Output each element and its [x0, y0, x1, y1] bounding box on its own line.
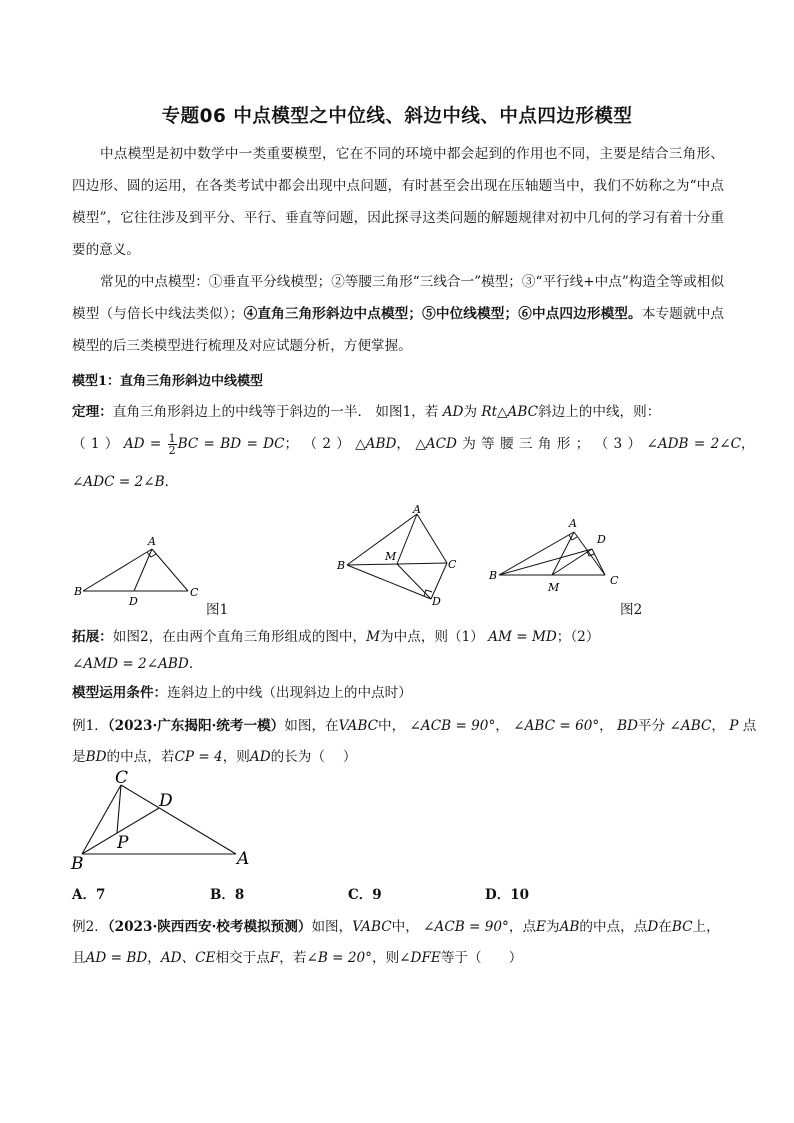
ext-label: 拓展： [72, 629, 113, 645]
page-title: 专题06 中点模型之中位线、斜边中线、中点四边形模型 [161, 106, 633, 127]
example2-source: （2023·陕西西安·校考模拟预测） [107, 919, 312, 935]
c4-line: ∠ADC = 2∠B． [72, 474, 179, 490]
theorem-ad: AD [442, 404, 464, 420]
intro-paragraph-2 [72, 266, 724, 362]
example1-line1: 例1．（2023·广东揭阳·统考一模）如图，在VABC中， ∠ACB = 90°， ∠ABC = 60°， BD平分 ∠ABC， P 点 [72, 718, 757, 734]
cond-text: 连斜边上的中线（出现斜边上的中点时） [167, 685, 412, 701]
theorem-triangle: Rt△ABC [481, 404, 538, 420]
example1-line2: 是BD的中点，若CP = 4，则AD的长为（ ） [72, 749, 357, 765]
extension-line: 拓展：如图2，在由两个直角三角形组成的图中，M为中点，则（1） AM = MD；（2） [72, 629, 600, 645]
fig1-label-a: A [148, 535, 156, 548]
example1-figure [70, 768, 260, 874]
fig2-label-b: B [489, 569, 498, 582]
c2-b: △ACD [415, 436, 457, 452]
example1-source: （2023·广东揭阳·统考一模） [107, 718, 285, 734]
figure-2-caption: 图2 [620, 602, 643, 618]
intro-paragraph-1: 中点模型是初中数学中一类重要模型，它在不同的环境中都会起到的作用也不同，主要是结合三角形、四边形、圆的运用，在各类考试中都会出现中点问题，有时甚至会出现在压轴题当中，我们不妨称之为“中点模型”，它往往涉及到平分、平行、垂直等问题，因此探寻这类问题的解题规律对初中几何的学习有着十分重要的意义。 [72, 146, 724, 258]
c2-a: △ABD [355, 436, 397, 452]
fig2-label-c: C [610, 574, 619, 587]
figure-1-caption: 图1 [206, 602, 229, 618]
theorem-label: 定理： [72, 404, 113, 420]
fig2-label-a: A [569, 517, 577, 530]
example1-option-b[interactable]: B．8 [210, 887, 245, 903]
ex1-label-p: P [117, 833, 129, 853]
c1-label: （ 1 ） [72, 436, 119, 452]
example2-line1: 例2．（2023·陕西西安·校考模拟预测）如图，VABC中， ∠ACB = 90°，点E为AB的中点，点D在BC上， [72, 919, 720, 935]
fig1-label-d: D [129, 595, 138, 608]
example1-option-c[interactable]: C．9 [348, 887, 382, 903]
extension-line-2: ∠AMD = 2∠ABD． [72, 656, 203, 672]
theorem-text: 直角三角形斜边上的中线等于斜边的一半． 如图1，若 [112, 404, 439, 420]
example1-option-d[interactable]: D．10 [485, 887, 529, 903]
ex1-label-b: B [71, 854, 84, 874]
ex1-label-c: C [115, 768, 129, 788]
fig2-label-d: D [597, 533, 606, 546]
c2-label: ； （ 2 ） [284, 436, 350, 452]
example1-option-a[interactable]: A．7 [72, 887, 106, 903]
intro-p2-start: 常见的中点模型：①垂直平分线模型；②等腰三角形“三线合一”模型；③“平行线+中点”构造全等或相似模型（与倍长中线法类似）； [72, 274, 724, 322]
fig-kite-label-c: C [448, 558, 457, 571]
theorem-end: 斜边上的中线，则： [538, 404, 661, 420]
fig1-label-c: C [190, 586, 199, 599]
intro-p2-end: 本专题就中点模型的后三类模型进行梳理及对应试题分析，方便掌握。 [72, 306, 725, 354]
fig1-label-b: B [74, 585, 83, 598]
cond-label: 模型运用条件： [72, 685, 168, 701]
ex1-label-a: A [237, 849, 250, 869]
figure-2 [484, 510, 619, 596]
example2-line2: 且AD = BD，AD、CE相交于点F，若∠B = 20°，则∠DFE等于（ ） [72, 950, 523, 966]
figure-1 [68, 530, 208, 608]
c1-rhs: BC = BD = DC [177, 436, 285, 452]
ext-eq2: ∠AMD = 2∠ABD [72, 656, 189, 672]
condition-line [72, 681, 724, 701]
figure-kite [333, 500, 463, 608]
ex1-label-d: D [159, 791, 173, 811]
model1-heading: 模型1：直角三角形斜边中线模型 [72, 374, 264, 389]
fig-kite-label-d: D [432, 595, 441, 608]
c4-eq: ∠ADC = 2∠B [72, 474, 165, 490]
theorem-conclusions: （ 1 ） AD = $\frac{1}{2}$ BC = BD = DC； （ 2 ） △ABD， △ACD 为 等 腰 三 角 形 ； （ 3 ） ∠ADB = 2∠C， [72, 432, 755, 457]
theorem-mid: 为 [463, 404, 478, 420]
fig-kite-label-b: B [337, 559, 346, 572]
c3-eq: ∠ADB = 2∠C [646, 436, 742, 452]
fig2-label-m: M [548, 581, 560, 594]
example1-label: 例1． [72, 718, 108, 734]
intro-p2-bold: ④直角三角形斜边中点模型；⑤中位线模型；⑥中点四边形模型。 [243, 306, 642, 322]
c1-lhs: AD = [123, 436, 162, 452]
fig-kite-label-m: M [385, 550, 397, 563]
c2-text: 为 等 腰 三 角 形 ； （ 3 ） [462, 436, 642, 452]
fraction-half: $\frac{1}{2}$ [168, 432, 176, 457]
example2-label: 例2． [72, 919, 108, 935]
fig-kite-label-a: A [413, 503, 421, 516]
theorem-line [72, 400, 724, 420]
ext-eq1: AM = MD [488, 629, 557, 645]
